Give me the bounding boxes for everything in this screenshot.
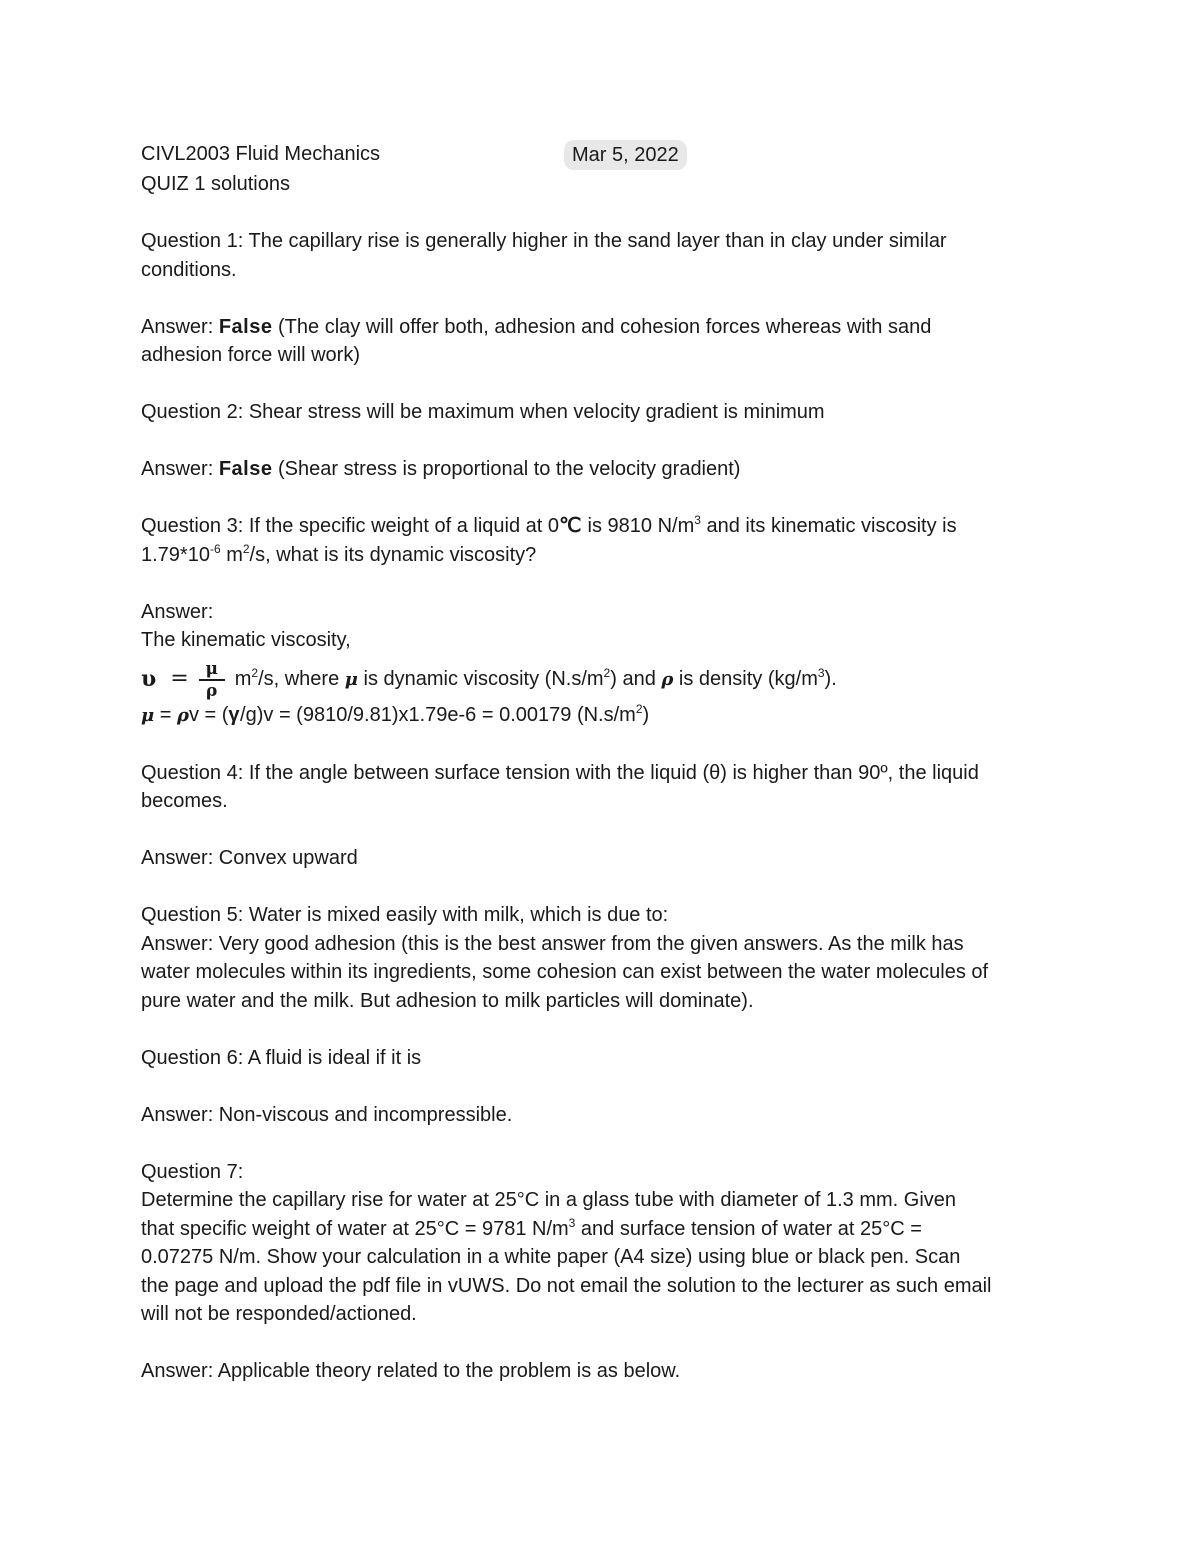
question-5 — [141, 901, 1071, 1015]
question-1-line-1: Question 1: The capillary rise is generally higher in the sand layer than in clay under similar — [141, 230, 947, 252]
dynamic-viscosity-calculation — [141, 701, 1071, 731]
f-t3: is dynamic viscosity (N.s/m — [357, 667, 604, 690]
calc-t2: v = ( — [188, 703, 229, 726]
q3-l2-b: m — [220, 543, 243, 566]
q3-l2-sup-squared: 2 — [242, 541, 250, 556]
course-title: CIVL2003 Fluid Mechanics — [141, 143, 381, 165]
question-6-text: Question 6: A fluid is ideal if it is — [141, 1046, 422, 1069]
equals-sign: = — [170, 666, 189, 692]
answer-1-verdict: False — [218, 315, 273, 338]
question-7 — [141, 1158, 1071, 1329]
f-t1: m — [234, 667, 252, 690]
question-3 — [141, 512, 1071, 569]
f-t2: /s, where — [258, 667, 345, 690]
calc-mu-symbol: μ — [141, 704, 155, 726]
answer-5-line-1: Answer: Very good adhesion (this is the best answer from the given answers. As the milk has — [141, 932, 964, 955]
answer-5-line-3: pure water and the milk. But adhesion to milk particles will dominate). — [141, 989, 754, 1012]
answer-7-text: Answer: Applicable theory related to the problem is as below. — [141, 1360, 681, 1382]
answer-3 — [141, 598, 1071, 731]
upsilon-symbol: υ — [141, 666, 157, 693]
document-header — [141, 140, 1071, 170]
kinematic-viscosity-formula — [141, 659, 1071, 701]
answer-2 — [141, 455, 1071, 484]
question-7-label: Question 7: — [141, 1160, 244, 1183]
answer-2-verdict: False — [218, 458, 273, 480]
answer-2-explanation: (Shear stress is proportional to the velocity gradient) — [272, 458, 741, 480]
fraction-denominator-rho: ρ — [206, 680, 218, 701]
date-chip[interactable]: Mar 5, 2022 — [564, 140, 687, 170]
rho-symbol: ρ — [661, 668, 674, 690]
calc-gamma-symbol: γ — [228, 703, 241, 726]
calc-t1: = — [154, 703, 177, 726]
answer-6-text: Answer: Non-viscous and incompressible. — [141, 1103, 513, 1126]
q3-sup-cubed: 3 — [694, 513, 701, 527]
question-7-line-4: the page and upload the pdf file in vUWS. Do not email the solution to the lecturer as such email — [141, 1274, 992, 1297]
answer-1-line-1 — [141, 313, 1071, 342]
mu-symbol: μ — [344, 668, 358, 690]
answer-4-text: Answer: Convex upward — [141, 847, 358, 869]
question-6 — [141, 1044, 1071, 1073]
calc-t4: ) — [642, 703, 650, 726]
calc-rho-symbol: ρ — [176, 704, 189, 726]
q3-l2-c: /s, what is its dynamic viscosity? — [249, 543, 537, 566]
quiz-subtitle-text: QUIZ 1 solutions — [141, 173, 290, 195]
question-2 — [141, 398, 1071, 427]
answer-2-prefix: Answer: — [141, 458, 219, 480]
q7-l2-b: and surface tension of water at 25°C = — [575, 1217, 922, 1240]
answer-1-prefix: Answer: — [141, 315, 219, 338]
answer-6 — [141, 1101, 1071, 1130]
question-4-line-1: Question 4: If the angle between surface tension with the liquid (θ) is higher than 90º, the liquid — [141, 761, 979, 784]
question-3-line-2 — [141, 541, 1071, 570]
f-t6: ). — [824, 667, 837, 690]
f-t5: is density (kg/m — [673, 667, 818, 690]
quiz-subtitle — [141, 170, 1071, 199]
answer-2-line — [141, 455, 1071, 484]
question-1 — [141, 227, 1071, 284]
question-4-line-2: becomes. — [141, 790, 228, 812]
answer-1-explanation: (The clay will offer both, adhesion and cohesion forces whereas with sand — [272, 315, 932, 338]
q7-l2-sup: 3 — [568, 1215, 576, 1230]
answer-7 — [141, 1357, 1071, 1386]
question-3-line-1 — [141, 512, 1071, 541]
question-2-text: Question 2: Shear stress will be maximum when velocity gradient is minimum — [141, 401, 825, 423]
q7-l2-a: that specific weight of water at 25°C = 9781 N/m — [141, 1217, 569, 1240]
f-sup1: 2 — [251, 665, 259, 680]
mu-over-rho-fraction — [199, 660, 225, 700]
f-sup3: 3 — [817, 665, 825, 680]
calc-t3: /g)v = (9810/9.81)x1.79e-6 = 0.00179 (N.s/m — [240, 703, 636, 726]
q3-l2-a: 1.79*10 — [141, 543, 210, 566]
formula-explanation — [235, 665, 837, 695]
question-5-text: Question 5: Water is mixed easily with milk, which is due to: — [141, 904, 669, 926]
answer-1-line-2: adhesion force will work) — [141, 344, 360, 366]
q3-celsius-unit: ℃ — [559, 515, 582, 537]
answer-5-line-2: water molecules within its ingredients, some cohesion can exist between the water molecules of — [141, 961, 989, 983]
answer-3-intro: The kinematic viscosity, — [141, 629, 351, 651]
question-4 — [141, 759, 1071, 816]
question-7-line-1: Determine the capillary rise for water at 25°C in a glass tube with diameter of 1.3 mm. Given — [141, 1189, 957, 1211]
f-sup2: 2 — [603, 665, 611, 680]
f-t4: ) and — [610, 667, 662, 690]
document-page — [141, 140, 1071, 1386]
question-7-line-2 — [141, 1215, 1071, 1244]
answer-3-label: Answer: — [141, 600, 214, 623]
answer-4 — [141, 844, 1071, 873]
calc-sup: 2 — [635, 701, 643, 716]
question-7-line-3: 0.07275 N/m. Show your calculation in a white paper (A4 size) using blue or black pen. Scan — [141, 1246, 961, 1268]
question-1-line-2: conditions. — [141, 258, 237, 281]
question-7-line-5: will not be responded/actioned. — [141, 1303, 417, 1325]
q3-text-a: Question 3: If the specific weight of a liquid at 0 — [141, 515, 560, 537]
answer-1 — [141, 313, 1071, 370]
q3-l2-exp: -6 — [209, 541, 221, 556]
q3-text-b: is 9810 N/m — [582, 515, 695, 537]
q3-text-c: and its kinematic viscosity is — [700, 515, 957, 537]
fraction-numerator-mu: μ — [205, 658, 218, 679]
